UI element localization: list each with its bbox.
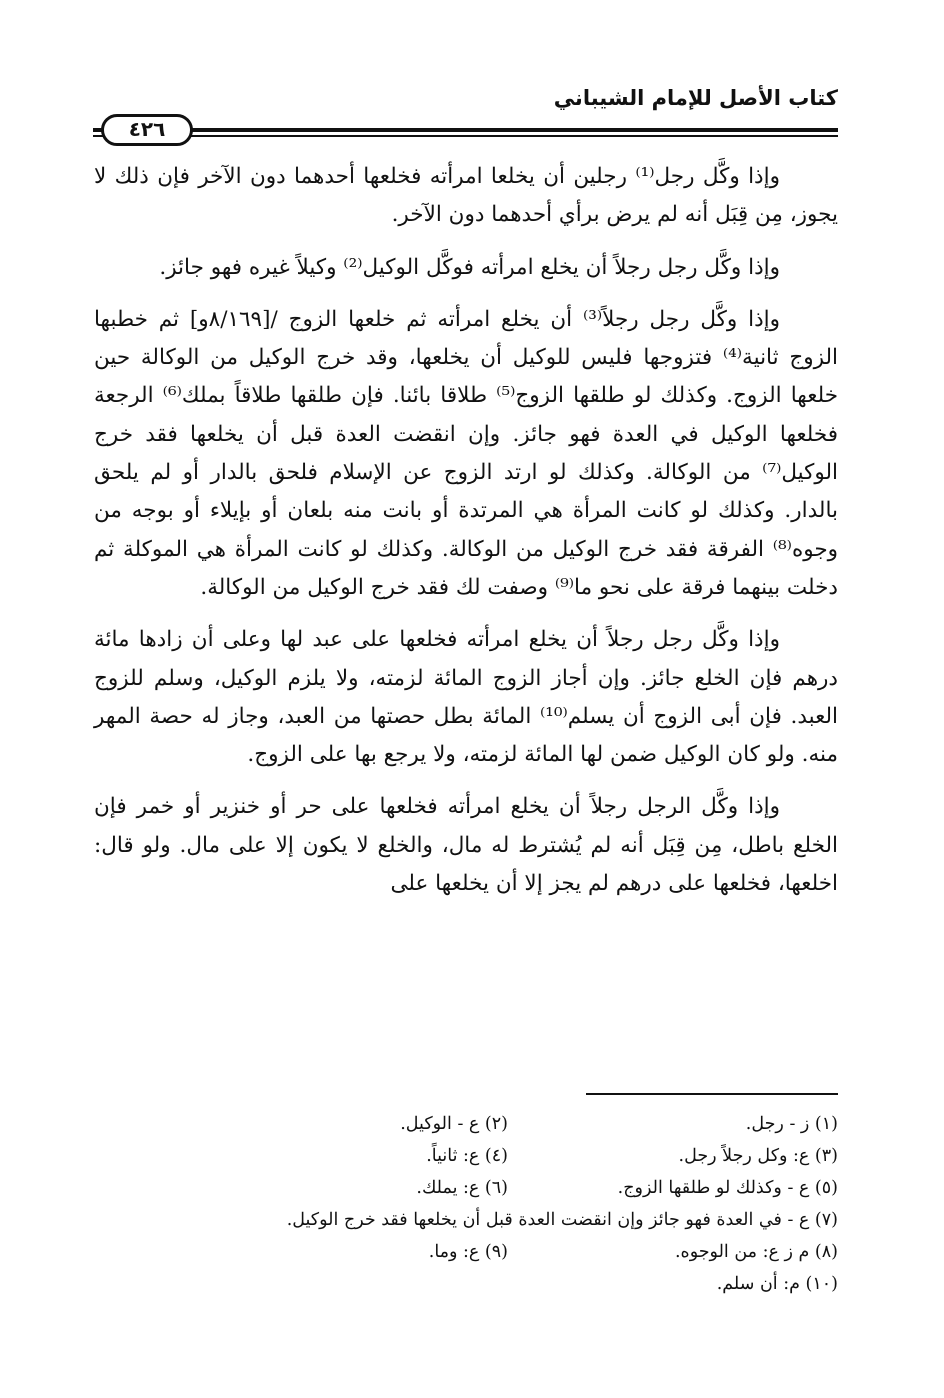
footnote: (٦) ع: يملك.	[416, 1178, 508, 1198]
footnote: (٣) ع: وكل رجلاً رجل.	[678, 1146, 838, 1166]
footnote-separator	[586, 1093, 838, 1095]
footnote: (٥) ع - وكذلك لو طلقها الزوج.	[617, 1178, 838, 1198]
paragraph: وإذا وكَّل رجل رجلاً⁽³⁾ أن يخلع امرأته ثم خلعها الزوج /[٨/١٦٩و] ثم خطبها الزوج ثانية⁽⁴⁾ فتزوجها فليس للوكيل أن يخلعها، وقد خرج الوكيل من الوكالة حين خلعها الزوج. وكذلك لو طلقها الزوج⁽⁵⁾ طلاقا بائنا. فإن طلقها طلاقاً بملك⁽⁶⁾ الرجعة فخلعها الوكيل في العدة فهو جائز. وإن انقضت العدة قبل أن يخلعها فقد خرج الوكيل⁽⁷⁾ من الوكالة. وكذلك لو ارتد الزوج عن الإسلام فلحق بالدار أو لم يلحق بالدار. وكذلك لو كانت المرأة هي المرتدة أو بانت منه بلعان أو بإيلاء أو بوجه من وجوه⁽⁸⁾ الفرقة فقد خرج الوكيل من الوكالة. وكذلك لو كانت المرأة هي الموكلة ثم دخلت بينهما فرقة على نحو ما⁽⁹⁾ وصفت لك فقد خرج الوكيل من الوكالة.	[94, 306, 839, 600]
footnote-row	[94, 1268, 838, 1300]
footnote: (١) ز - رجل.	[745, 1114, 838, 1134]
footnotes	[94, 1108, 838, 1300]
footnote-row	[94, 1236, 838, 1268]
paragraph: وإذا وكَّل رجل رجلاً أن يخلع امرأته فخلعها على عبد لها وعلى أن زادها مائة درهم فإن الخلع جائز. وإن أجاز الزوج المائة لزمته، ولا يلزم الوكيل، وسلم للزوج العبد. فإن أبى الزوج أن يسلم⁽¹⁰⁾ المائة بطل حصتها من العبد، وجاز له حصة المهر منه. ولو كان الوكيل ضمن لها المائة لزمته، ولا يرجع بها على الزوج.	[94, 627, 838, 768]
footnote: (١٠) م: أن سلم.	[716, 1274, 838, 1294]
footnote-row	[94, 1108, 838, 1140]
page-number: ٤٢٦	[101, 114, 193, 146]
header-rule-thick	[93, 128, 838, 132]
main-text	[94, 158, 838, 903]
paragraph: وإذا وكَّل الرجل رجلاً أن يخلع امرأته فخلعها على حر أو خنزير أو خمر فإن الخلع باطل، مِن قِبَل أنه لم يُشترط له مال، والخلع لا يكون إلا على مال. ولو قال: اخلعها، فخلعها على درهم لم يجز إلا أن يخلعها على	[94, 794, 838, 897]
book-title: كتاب الأصل للإمام الشيباني	[553, 86, 838, 110]
header-rule-thin	[93, 135, 838, 137]
footnote-row	[94, 1172, 838, 1204]
footnote-row	[94, 1140, 838, 1172]
footnote: (٧) ع - في العدة فهو جائز وإن انقضت العدة قبل أن يخلعها فقد خرج الوكيل.	[286, 1210, 838, 1230]
page-header	[93, 86, 838, 148]
paragraph: وإذا وكَّل رجل رجلاً أن يخلع امرأته فوكَّل الوكيل⁽²⁾ وكيلاً غيره فهو جائز.	[159, 254, 780, 280]
footnote: (٢) ع - الوكيل.	[400, 1114, 508, 1134]
footnote-row	[94, 1204, 838, 1236]
footnote: (٤) ع: ثانياً.	[426, 1146, 508, 1166]
footnote: (٨) م ز ع: من الوجوه.	[674, 1242, 838, 1262]
paragraph: وإذا وكَّل رجل⁽¹⁾ رجلين أن يخلعا امرأته فخلعها أحدهما دون الآخر فإن ذلك لا يجوز، مِن قِبَل أنه لم يرض برأي أحدهما دون الآخر.	[94, 164, 838, 228]
footnote: (٩) ع: وما.	[428, 1242, 508, 1262]
